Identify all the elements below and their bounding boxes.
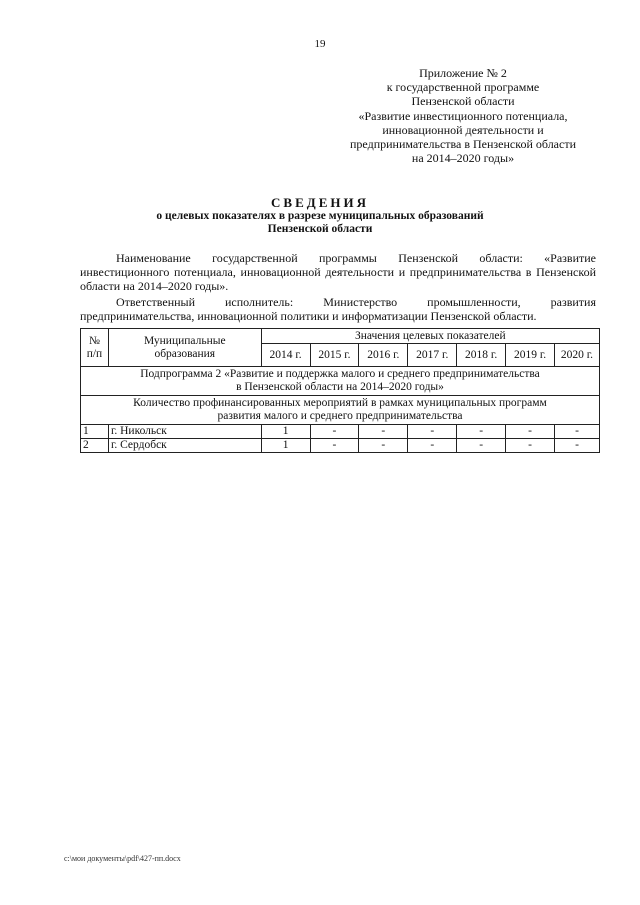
row-municipality: г. Сердобск <box>108 439 261 453</box>
column-header-values: Значения целевых показателей <box>261 329 599 344</box>
appendix-line: Приложение № 2 <box>419 66 507 80</box>
row-number: 1 <box>81 425 109 439</box>
row-value: - <box>408 439 457 453</box>
file-path-footer: c:\мои документы\pdf\427-пп.docx <box>64 854 181 863</box>
appendix-line: инновационной деятельности и <box>382 122 544 137</box>
subtitle-line: Пензенской области <box>267 223 373 235</box>
row-value: - <box>506 425 555 439</box>
row-value: - <box>408 425 457 439</box>
year-header: 2016 г. <box>359 344 408 367</box>
year-header: 2019 г. <box>506 344 555 367</box>
table-row <box>81 439 600 453</box>
row-value: - <box>554 425 599 439</box>
appendix-line: «Развитие инвестиционного потенциала, <box>358 108 568 123</box>
column-header-municipality: Муниципальные образования <box>108 329 261 367</box>
year-header: 2015 г. <box>310 344 359 367</box>
row-value: - <box>310 425 359 439</box>
row-value: - <box>310 439 359 453</box>
appendix-header <box>318 66 608 165</box>
year-header: 2020 г. <box>554 344 599 367</box>
appendix-line: Пензенской области <box>411 94 515 109</box>
page-number: 19 <box>314 38 326 50</box>
document-title: СВЕДЕНИЯ <box>271 195 369 210</box>
indicator-row: Количество профинансированных мероприятий в рамках муниципальных программ развития малого и среднего предпринимательства <box>81 396 600 425</box>
year-header: 2014 г. <box>261 344 310 367</box>
appendix-line: предпринимательства в Пензенской области <box>350 137 576 152</box>
subprogram-row: Подпрограмма 2 «Развитие и поддержка малого и среднего предпринимательства в Пензенской области на 2014–2020 годы» <box>81 367 600 396</box>
responsible-executor-paragraph: Ответственный исполнитель: Министерство промышленности, развития предпринимательства, инновационной политики и информатизации Пензенской области. <box>80 295 596 323</box>
row-value: - <box>457 425 506 439</box>
appendix-line: к государственной программе <box>386 80 540 95</box>
row-value: - <box>359 439 408 453</box>
row-value: 1 <box>261 439 310 453</box>
table-row <box>81 425 600 439</box>
row-value: 1 <box>261 425 310 439</box>
year-header: 2018 г. <box>457 344 506 367</box>
program-name-paragraph: Наименование государственной программы Пензенской области: «Развитие инвестиционного потенциала, инновационной деятельности и предпринимательства в Пензенской области на 2014–2020 годы». <box>80 251 596 293</box>
subtitle-line: о целевых показателях в разрезе муниципальных образований <box>156 210 484 222</box>
row-municipality: г. Никольск <box>108 425 261 439</box>
year-header: 2017 г. <box>408 344 457 367</box>
row-value: - <box>359 425 408 439</box>
row-number: 2 <box>81 439 109 453</box>
indicators-table <box>80 328 600 453</box>
column-header-number: № п/п <box>81 329 109 367</box>
row-value: - <box>457 439 506 453</box>
document-subtitle <box>0 210 640 236</box>
row-value: - <box>506 439 555 453</box>
appendix-line: на 2014–2020 годы» <box>411 151 515 166</box>
row-value: - <box>554 439 599 453</box>
